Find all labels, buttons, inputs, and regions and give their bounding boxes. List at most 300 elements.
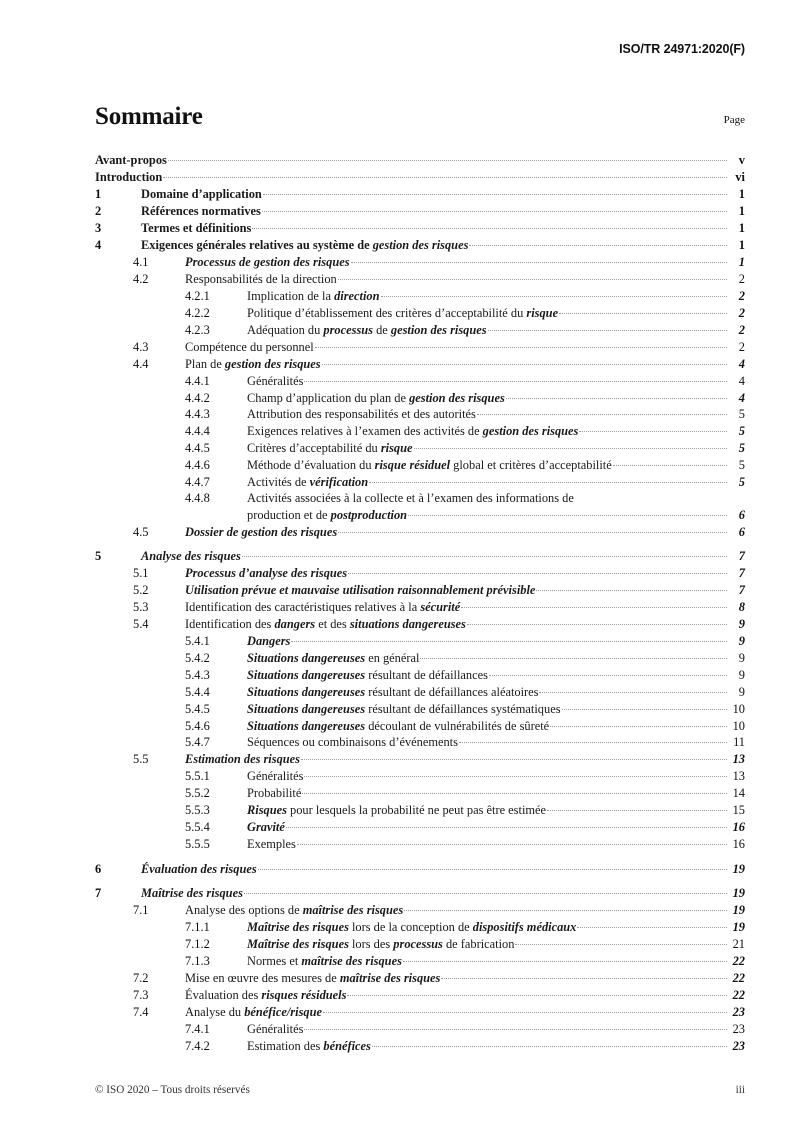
document-reference-header: ISO/TR 24971:2020(F) [619, 42, 745, 56]
entry-label [247, 508, 407, 524]
entry-number: 5.4 [133, 616, 149, 631]
text-run: lors des [348, 936, 394, 951]
entry-page-number: 9 [738, 616, 745, 631]
dot-leader [322, 355, 727, 367]
entry-page-number: 13 [732, 752, 745, 767]
entry-label [247, 475, 368, 491]
text-run: Gravité [247, 820, 285, 835]
entry-label [247, 719, 549, 735]
text-run: Situations dangereuses [247, 684, 366, 699]
entry-page-number: 10 [732, 701, 745, 716]
text-run: Plan de [185, 356, 225, 371]
dot-leader [408, 506, 727, 518]
toc-entry[interactable] [95, 169, 745, 186]
entry-label [247, 391, 505, 407]
text-run: production et de [247, 507, 331, 522]
toc-entry[interactable] [95, 338, 745, 355]
entry-page-number: 4 [738, 356, 745, 371]
text-run: Méthode d’évaluation du [247, 458, 375, 473]
entry-page-number: 5 [738, 424, 745, 439]
text-run: Évaluation des risques [141, 861, 257, 876]
entry-label [95, 170, 162, 186]
entry-page-number: 5 [738, 407, 745, 422]
entry-page-number: 1 [738, 255, 745, 270]
text-run: processus [323, 322, 373, 337]
toc-entry[interactable] [95, 565, 745, 582]
entry-number: 7.4.1 [185, 1021, 210, 1036]
footer-page-number: iii [735, 1084, 745, 1096]
entry-number: 2 [95, 204, 102, 219]
text-run: vérification [309, 475, 369, 490]
dot-leader [304, 372, 727, 384]
entry-page-number: vi [735, 170, 745, 185]
dot-leader [348, 565, 727, 577]
entry-label [247, 424, 578, 440]
entry-page-number: 1 [738, 204, 745, 219]
text-run: gestion des risques [224, 356, 321, 371]
toc-entry[interactable] [95, 389, 745, 406]
toc-entry[interactable] [95, 288, 745, 305]
entry-page-number: 19 [732, 920, 745, 935]
entry-label [247, 820, 285, 836]
entry-label [185, 1005, 322, 1021]
toc-entry[interactable] [95, 649, 745, 666]
entry-page-number: 5 [738, 475, 745, 490]
toc-entry-continuation[interactable] [95, 506, 745, 523]
entry-page-number: 15 [732, 803, 745, 818]
text-run: Attribution des responsabilités et des autorités [247, 407, 476, 422]
entry-label [185, 340, 314, 356]
dot-leader [579, 423, 727, 435]
text-run: Analyse du [185, 1004, 245, 1019]
entry-page-number: 2 [738, 271, 745, 286]
text-run: Introduction [95, 170, 163, 185]
text-run: Domaine d’application [141, 187, 262, 202]
dot-leader [403, 953, 727, 965]
entry-label [247, 920, 576, 936]
text-run: Maîtrise des risques [141, 886, 243, 901]
entry-label [247, 323, 487, 339]
entry-label [247, 374, 303, 390]
text-run: Adéquation du [247, 322, 324, 337]
dot-leader [252, 220, 727, 232]
toc-entry[interactable] [95, 440, 745, 457]
entry-label [141, 238, 468, 254]
entry-label [247, 407, 476, 423]
dot-leader [304, 1020, 727, 1032]
entry-label [247, 491, 574, 507]
entry-label [141, 187, 262, 203]
text-run: lors de la conception de [348, 920, 473, 935]
entry-page-number: 9 [738, 667, 745, 682]
entry-number: 7.1.3 [185, 953, 210, 968]
entry-page-number: 21 [732, 936, 745, 951]
entry-page-number: 22 [732, 987, 745, 1002]
entry-number: 5.5.2 [185, 786, 210, 801]
entry-number: 7.1.2 [185, 936, 210, 951]
dot-leader [163, 169, 727, 181]
entry-number: 5.2 [133, 583, 149, 598]
entry-page-number: 2 [738, 288, 745, 303]
entry-label [247, 668, 488, 684]
page-title: Sommaire [95, 103, 203, 130]
toc-entry[interactable] [95, 523, 745, 540]
entry-number: 4.2 [133, 271, 149, 286]
text-run: gestion des risques [482, 424, 579, 439]
text-run: Séquences ou combinaisons d’événements [247, 735, 458, 750]
text-run: Processus de gestion des risques [185, 255, 350, 270]
entry-number: 5.1 [133, 566, 149, 581]
text-run: sécurité [420, 599, 461, 614]
entry-number: 1 [95, 187, 102, 202]
text-run: Généralités [247, 373, 304, 388]
entry-page-number: 11 [733, 735, 745, 750]
entry-number: 5.4.2 [185, 650, 210, 665]
toc-entry[interactable] [95, 683, 745, 700]
entry-number: 5.4.3 [185, 667, 210, 682]
entry-number: 4.4.6 [185, 458, 210, 473]
text-run: Critères d’acceptabilité du [247, 441, 381, 456]
toc-entry[interactable] [95, 616, 745, 633]
entry-page-number: 2 [738, 339, 745, 354]
text-run: risque [526, 305, 559, 320]
toc-entry[interactable] [95, 321, 745, 338]
text-run: Activités associées à la collecte et à l’examen des informations de [247, 490, 574, 505]
entry-page-number: 7 [738, 583, 745, 598]
entry-label [247, 786, 301, 802]
entry-label [141, 221, 251, 237]
toc-entry[interactable] [95, 751, 745, 768]
toc-entry[interactable] [95, 986, 745, 1003]
text-run: Identification des [185, 616, 275, 631]
entry-page-number: 23 [732, 1021, 745, 1036]
text-run: direction [334, 288, 380, 303]
entry-number: 7.1 [133, 903, 149, 918]
text-run: Analyse des risques [141, 549, 241, 564]
dot-leader [244, 885, 727, 897]
text-run: pour lesquels la probabilité ne peut pas être estimée [286, 803, 547, 818]
entry-label [247, 837, 296, 853]
toc-entry[interactable] [95, 936, 745, 953]
toc-entry[interactable] [95, 254, 745, 271]
text-run: Situations dangereuses [247, 650, 366, 665]
entry-page-number: 4 [738, 390, 745, 405]
text-run: postproduction [330, 507, 408, 522]
entry-label [185, 988, 346, 1004]
text-run: gestion des risques [372, 238, 469, 253]
entry-page-number: 2 [738, 305, 745, 320]
text-run: Avant-propos [95, 153, 167, 168]
toc-entry[interactable] [95, 885, 745, 902]
entry-number: 5.5.1 [185, 769, 210, 784]
text-run: résultant de défaillances systématiques [365, 701, 561, 716]
entry-label [247, 634, 290, 650]
table-of-contents [95, 152, 745, 1054]
text-run: gestion des risques [390, 322, 487, 337]
dot-leader [489, 666, 727, 678]
entry-number: 4.4.4 [185, 424, 210, 439]
toc-entry[interactable] [95, 802, 745, 819]
text-run: gestion des risques [409, 390, 505, 405]
dot-leader [477, 406, 727, 418]
entry-label [185, 752, 300, 768]
text-run: Processus d’analyse des risques [185, 566, 348, 581]
entry-label [247, 685, 538, 701]
toc-entry[interactable] [95, 666, 745, 683]
text-run: Situations dangereuses [247, 718, 366, 733]
text-run: Responsabilités de la direction [185, 271, 337, 286]
entry-page-number: 8 [738, 599, 745, 614]
toc-entry[interactable] [95, 1020, 745, 1037]
toc-entry[interactable] [95, 953, 745, 970]
entry-page-number: 19 [732, 886, 745, 901]
text-run: résultant de défaillances aléatoires [365, 684, 539, 699]
entry-number: 4.4.7 [185, 475, 210, 490]
toc-entry[interactable] [95, 474, 745, 491]
entry-label [95, 153, 167, 169]
text-run: Généralités [247, 769, 304, 784]
dot-leader [536, 582, 727, 594]
entry-number: 5.5 [133, 752, 149, 767]
entry-page-number: 1 [738, 238, 745, 253]
text-run: Activités de [247, 475, 310, 490]
entry-page-number: 19 [732, 903, 745, 918]
dot-leader [461, 599, 727, 611]
text-run: Utilisation prévue et mauvaise utilisation raisonnablement prévisible [185, 583, 536, 598]
toc-entry[interactable] [95, 700, 745, 717]
text-run: Mise en œuvre des mesures de [185, 970, 340, 985]
text-run: Maîtrise des risques [247, 920, 349, 935]
toc-entry[interactable] [95, 768, 745, 785]
text-run: Maîtrise des risques [247, 936, 349, 951]
entry-label [185, 583, 535, 599]
entry-page-number: 23 [732, 1038, 745, 1053]
entry-page-number: 10 [732, 718, 745, 733]
text-run: Estimation des [247, 1038, 324, 1053]
entry-number: 5.4.7 [185, 735, 210, 750]
text-run: Probabilité [247, 786, 302, 801]
toc-entry[interactable] [95, 919, 745, 936]
entry-number: 5.4.4 [185, 684, 210, 699]
dot-leader [338, 271, 727, 283]
entry-label [185, 272, 337, 288]
entry-number: 6 [95, 861, 102, 876]
dot-leader [315, 338, 727, 350]
toc-entry[interactable] [95, 836, 745, 853]
text-run: Dossier de gestion des risques [185, 524, 338, 539]
toc-entry[interactable] [95, 203, 745, 220]
text-run: Estimation des risques [185, 752, 300, 767]
dot-leader [613, 457, 727, 469]
dot-leader [488, 321, 727, 333]
entry-page-number: 22 [732, 970, 745, 985]
entry-number: 4 [95, 238, 102, 253]
entry-page-number: 7 [738, 549, 745, 564]
toc-entry[interactable] [95, 599, 745, 616]
dot-leader [506, 389, 727, 401]
dot-leader [262, 203, 727, 215]
dot-leader [258, 860, 727, 872]
dot-leader [168, 152, 727, 164]
text-run: maîtrise des risques [339, 970, 441, 985]
entry-number: 4.2.2 [185, 305, 210, 320]
entry-number: 4.4.8 [185, 490, 210, 505]
toc-entry[interactable] [95, 1003, 745, 1020]
dot-leader [404, 902, 727, 914]
entry-label [247, 458, 612, 474]
entry-label [247, 441, 413, 457]
entry-number: 5.4.6 [185, 718, 210, 733]
toc-entry[interactable] [95, 902, 745, 919]
entry-number: 4.2.3 [185, 322, 210, 337]
text-run: Généralités [247, 1021, 304, 1036]
toc-entry[interactable] [95, 785, 745, 802]
toc-entry[interactable] [95, 237, 745, 254]
text-run: Politique d’établissement des critères d’acceptabilité du [247, 305, 527, 320]
entry-number: 7.4.2 [185, 1038, 210, 1053]
page-column-header: Page [723, 114, 745, 126]
text-run: dispositifs médicaux [472, 920, 577, 935]
entry-page-number: 1 [738, 221, 745, 236]
text-run: Évaluation des [185, 987, 262, 1002]
dot-leader [550, 717, 727, 729]
text-run: en général [365, 650, 420, 665]
toc-entry[interactable] [95, 304, 745, 321]
entry-page-number: 13 [732, 769, 745, 784]
entry-page-number: 7 [738, 566, 745, 581]
text-run: dangers [274, 616, 316, 631]
text-run: Implication de la [247, 288, 335, 303]
entry-label [185, 971, 440, 987]
text-run: et des [315, 616, 350, 631]
entry-number: 3 [95, 221, 102, 236]
entry-label [185, 566, 347, 582]
toc-entry[interactable] [95, 734, 745, 751]
entry-page-number: 9 [738, 650, 745, 665]
text-run: résultant de défaillances [365, 667, 488, 682]
text-run: Analyse des options de [185, 903, 303, 918]
dot-leader [441, 969, 727, 981]
entry-page-number: 5 [738, 441, 745, 456]
entry-label [247, 735, 458, 751]
entry-number: 4.4.1 [185, 373, 210, 388]
toc-entry[interactable] [95, 548, 745, 565]
entry-label [247, 1039, 371, 1055]
entry-page-number: 22 [732, 953, 745, 968]
text-run: bénéfice/risque [244, 1004, 322, 1019]
dot-leader [242, 548, 727, 560]
entry-label [185, 600, 460, 616]
toc-entry[interactable] [95, 632, 745, 649]
dot-leader [263, 186, 727, 198]
text-run: risque résiduel [374, 458, 451, 473]
toc-entry[interactable] [95, 582, 745, 599]
text-run: bénéfices [323, 1038, 371, 1053]
entry-page-number: 6 [738, 524, 745, 539]
toc-entry[interactable] [95, 152, 745, 169]
dot-leader [467, 616, 727, 628]
entry-label [185, 525, 337, 541]
entry-label [247, 769, 303, 785]
toc-entry[interactable] [95, 406, 745, 423]
toc-entry[interactable] [95, 819, 745, 836]
toc-entry[interactable] [95, 271, 745, 288]
dot-leader [420, 649, 727, 661]
entry-label [185, 357, 321, 373]
entry-number: 5 [95, 549, 102, 564]
entry-number: 7.4 [133, 1004, 149, 1019]
entry-page-number: 19 [732, 861, 745, 876]
text-run: Champ d’application du plan de [247, 390, 410, 405]
entry-page-number: 16 [732, 820, 745, 835]
toc-entry[interactable] [95, 969, 745, 986]
toc-entry[interactable] [95, 423, 745, 440]
entry-number: 7.2 [133, 970, 149, 985]
entry-label [247, 803, 546, 819]
text-run: de [372, 322, 391, 337]
text-run: Dangers [247, 633, 291, 648]
text-run: Situations dangereuses [247, 667, 366, 682]
entry-number: 4.5 [133, 524, 149, 539]
entry-number: 4.4 [133, 356, 149, 371]
entry-page-number: 2 [738, 322, 745, 337]
entry-label [185, 617, 466, 633]
dot-leader [304, 768, 727, 780]
toc-entry[interactable] [95, 220, 745, 237]
text-run: découlant de vulnérabilités de sûreté [365, 718, 550, 733]
toc-entry[interactable] [95, 491, 745, 507]
toc-entry[interactable] [95, 186, 745, 203]
entry-page-number: 23 [732, 1004, 745, 1019]
toc-entry[interactable] [95, 860, 745, 877]
toc-entry[interactable] [95, 457, 745, 474]
entry-page-number: 5 [738, 458, 745, 473]
text-run: Situations dangereuses [247, 701, 366, 716]
entry-page-number: 9 [738, 633, 745, 648]
entry-page-number: 16 [732, 837, 745, 852]
toc-entry[interactable] [95, 355, 745, 372]
toc-entry[interactable] [95, 372, 745, 389]
entry-label [247, 954, 402, 970]
toc-entry[interactable] [95, 717, 745, 734]
text-run: Termes et définitions [141, 221, 252, 236]
entry-number: 4.4.2 [185, 390, 210, 405]
entry-label [247, 651, 419, 667]
toc-entry[interactable] [95, 1037, 745, 1054]
entry-number: 5.4.5 [185, 701, 210, 716]
dot-leader [372, 1037, 727, 1049]
text-run: Exigences relatives à l’examen des activités de [247, 424, 483, 439]
text-run: maîtrise des risques [302, 903, 404, 918]
text-run: Risques [247, 803, 287, 818]
entry-label [141, 549, 241, 565]
text-run: de fabrication [442, 936, 515, 951]
text-run: maîtrise des risques [301, 953, 402, 968]
text-run: processus [393, 936, 443, 951]
text-run: Références normatives [141, 204, 261, 219]
entry-page-number: 9 [738, 684, 745, 699]
dot-leader [338, 523, 727, 535]
entry-number: 5.4.1 [185, 633, 210, 648]
text-run: Normes et [247, 953, 302, 968]
entry-number: 5.5.5 [185, 837, 210, 852]
toc-title-row [95, 104, 745, 129]
dot-leader [515, 936, 727, 948]
dot-leader [539, 683, 727, 695]
entry-number: 4.4.5 [185, 441, 210, 456]
text-run: Compétence du personnel [185, 339, 314, 354]
page-footer [95, 1084, 745, 1096]
